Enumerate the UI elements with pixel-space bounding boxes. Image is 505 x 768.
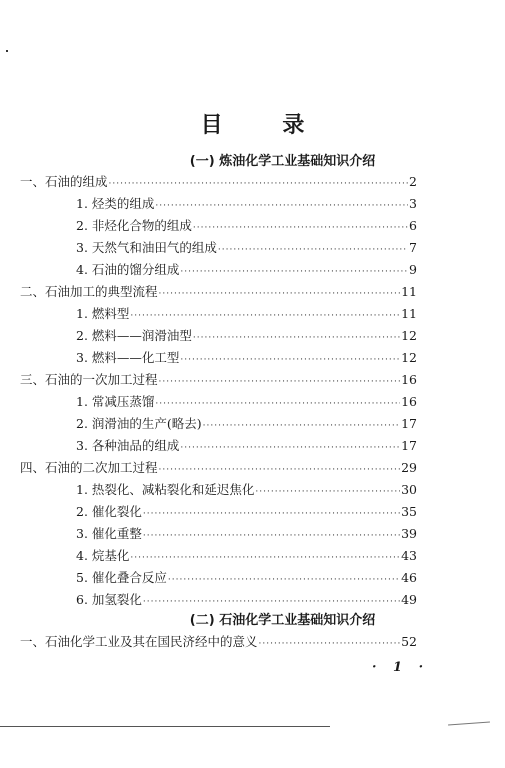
page-title: 目 录 bbox=[200, 113, 331, 138]
toc-entry[interactable]: 6. 加氢裂化 ····· 49 bbox=[76, 590, 417, 608]
toc-entry[interactable]: 一、石油的组成 ····· 2 bbox=[20, 172, 417, 190]
toc-entry[interactable]: 3. 催化重整 ····· 39 bbox=[76, 524, 417, 542]
toc-entry[interactable]: 3. 燃料——化工型 ····· 12 bbox=[76, 348, 417, 366]
toc-entry[interactable]: 4. 石油的馏分组成 ····· 9 bbox=[76, 260, 417, 278]
toc-entry[interactable]: 5. 催化叠合反应 ····· 46 bbox=[76, 568, 417, 586]
part-two-heading: (二) 石油化学工业基础知识介绍 bbox=[189, 613, 376, 628]
page-number: · 1 · bbox=[372, 660, 430, 675]
toc-entry[interactable]: 二、石油加工的典型流程 ····· 11 bbox=[20, 282, 417, 300]
toc-entry[interactable]: 4. 烷基化 ····· 43 bbox=[76, 546, 417, 564]
toc-entry[interactable]: 1. 热裂化、减粘裂化和延迟焦化 ····· 30 bbox=[76, 480, 417, 498]
bottom-rule bbox=[0, 726, 330, 727]
toc-entry[interactable]: 1. 常减压蒸馏 ····· 16 bbox=[76, 392, 417, 410]
toc-entry[interactable]: 2. 催化裂化 ····· 35 bbox=[76, 502, 417, 520]
toc-entry[interactable]: 1. 燃料型 ····· 11 bbox=[76, 304, 417, 322]
bottom-rule-fragment bbox=[448, 722, 490, 726]
toc-entry[interactable]: 3. 天然气和油田气的组成 ····· 7 bbox=[76, 238, 417, 256]
toc-entry[interactable]: 2. 非烃化合物的组成 ····· 6 bbox=[76, 216, 417, 234]
toc-entry[interactable]: 一、石油化学工业及其在国民济经中的意义 ····· 52 bbox=[20, 632, 417, 650]
part-one-heading: (一) 炼油化学工业基础知识介绍 bbox=[189, 154, 376, 169]
toc-entry[interactable]: 2. 润滑油的生产(略去) ····· 17 bbox=[76, 414, 417, 432]
toc-entry[interactable]: 1. 烃类的组成 ····· 3 bbox=[76, 194, 417, 212]
toc-entry[interactable]: 2. 燃料——润滑油型 ····· 12 bbox=[76, 326, 417, 344]
toc-entry[interactable]: 三、石油的一次加工过程 ····· 16 bbox=[20, 370, 417, 388]
scan-speck bbox=[6, 50, 8, 52]
toc-entry[interactable]: 3. 各种油品的组成 ····· 17 bbox=[76, 436, 417, 454]
toc-entry[interactable]: 四、石油的二次加工过程 ····· 29 bbox=[20, 458, 417, 476]
